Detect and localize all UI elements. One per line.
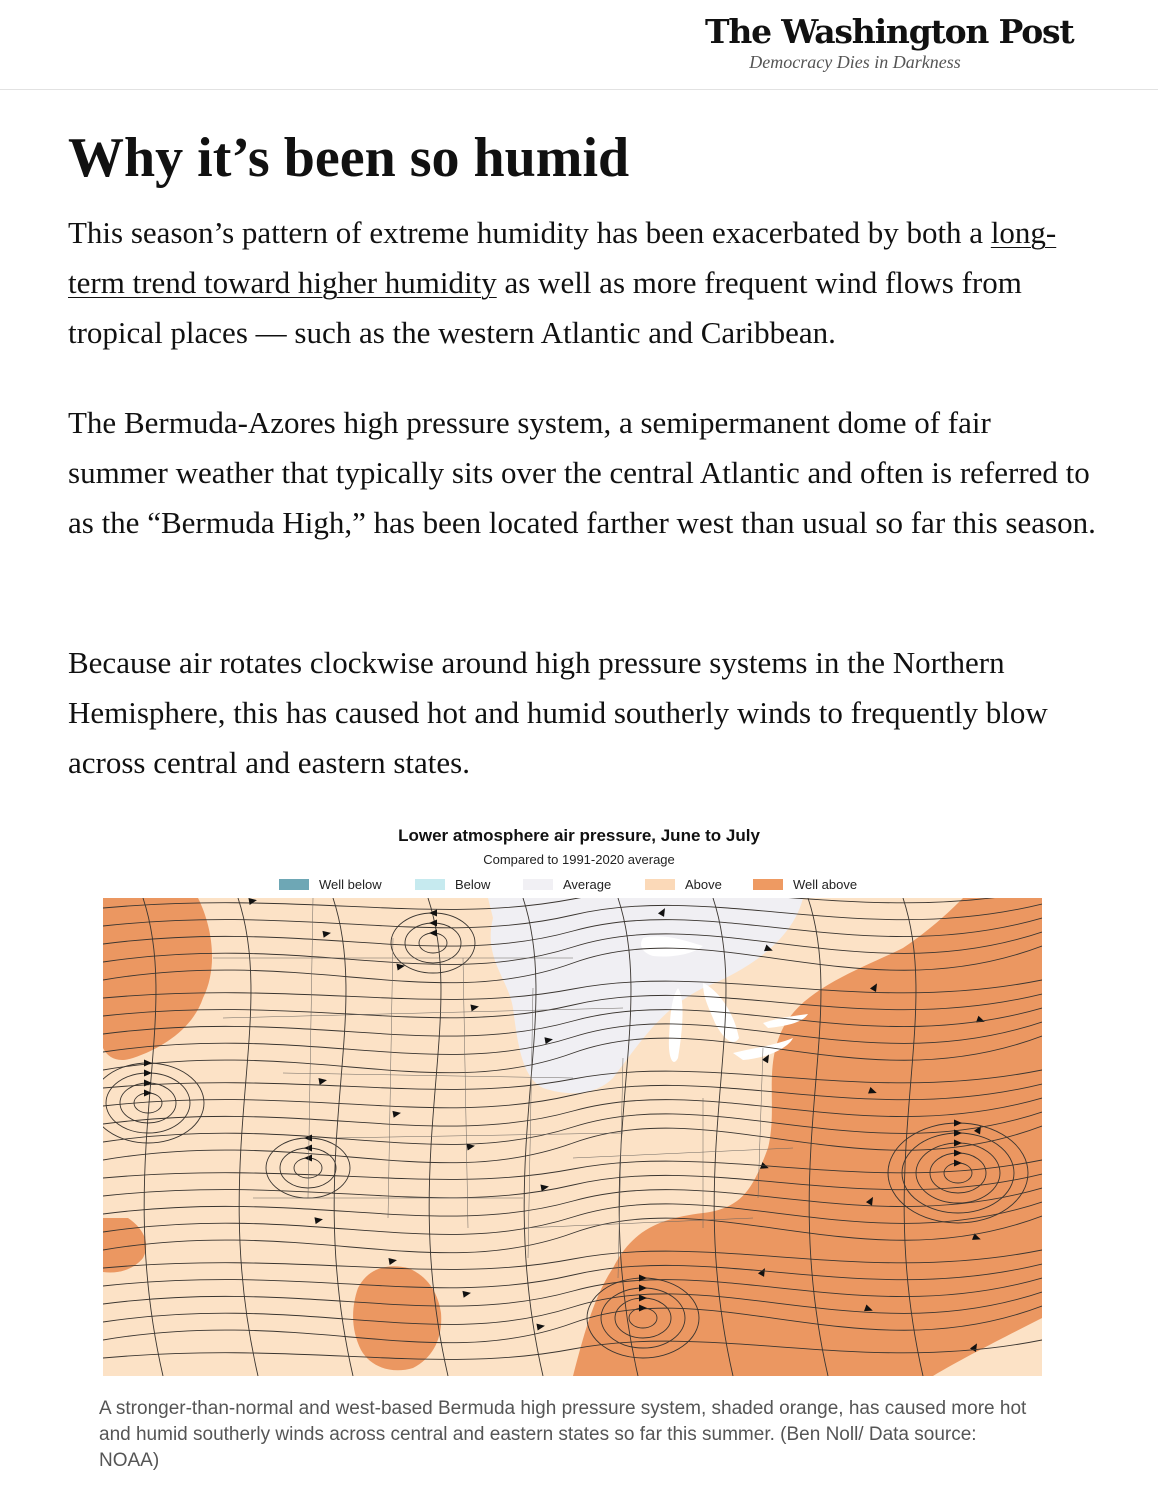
legend-swatch bbox=[645, 879, 675, 890]
humidity-trend-link[interactable]: long-term trend toward higher humidity bbox=[68, 215, 1057, 300]
masthead bbox=[0, 0, 1158, 90]
article-headline: Why it’s been so humid bbox=[68, 127, 630, 189]
legend-swatch bbox=[523, 879, 553, 890]
pressure-anomaly-map bbox=[103, 898, 1042, 1376]
legend-swatch bbox=[753, 879, 783, 890]
map-legend bbox=[279, 876, 899, 894]
brand-logo[interactable] bbox=[705, 10, 1074, 72]
article-paragraph-1 bbox=[68, 208, 1098, 358]
legend-label: Average bbox=[563, 877, 612, 892]
legend-swatch bbox=[279, 879, 309, 890]
legend-label: Below bbox=[455, 877, 491, 892]
brand-name[interactable]: The Washington Post bbox=[705, 12, 1074, 51]
article-paragraph-2: The Bermuda-Azores high pressure system, a semipermanent dome of fair summer weather that typically sits over the central Atlantic and often is referred to as the “Bermuda High,” has been located farther west than usual so far this season. bbox=[68, 405, 1096, 540]
legend-label: Well below bbox=[319, 877, 382, 892]
legend-label: Above bbox=[685, 877, 722, 892]
article-paragraph-3: Because air rotates clockwise around high pressure systems in the Northern Hemisphere, this has caused hot and humid southerly winds to frequently blow across central and eastern states. bbox=[68, 645, 1048, 780]
tagline: Democracy Dies in Darkness bbox=[749, 52, 961, 72]
map-graphic bbox=[103, 898, 1042, 1376]
paragraph-text: as well as more frequent wind flows from tropical places — such as the western Atlantic and Caribbean. bbox=[68, 265, 1022, 350]
legend-swatch bbox=[415, 879, 445, 890]
figure-caption: A stronger-than-normal and west-based Bermuda high pressure system, shaded orange, has caused more hot and humid southerly winds across central and eastern states so far this summer. (Ben Noll/ Data source: NOAA) bbox=[99, 1398, 1027, 1471]
figure-subtitle: Compared to 1991-2020 average bbox=[483, 852, 675, 867]
paragraph-text: This season’s pattern of extreme humidity has been exacerbated by both a bbox=[68, 215, 991, 250]
legend-label: Well above bbox=[793, 877, 858, 892]
figure-title: Lower atmosphere air pressure, June to July bbox=[398, 826, 760, 845]
